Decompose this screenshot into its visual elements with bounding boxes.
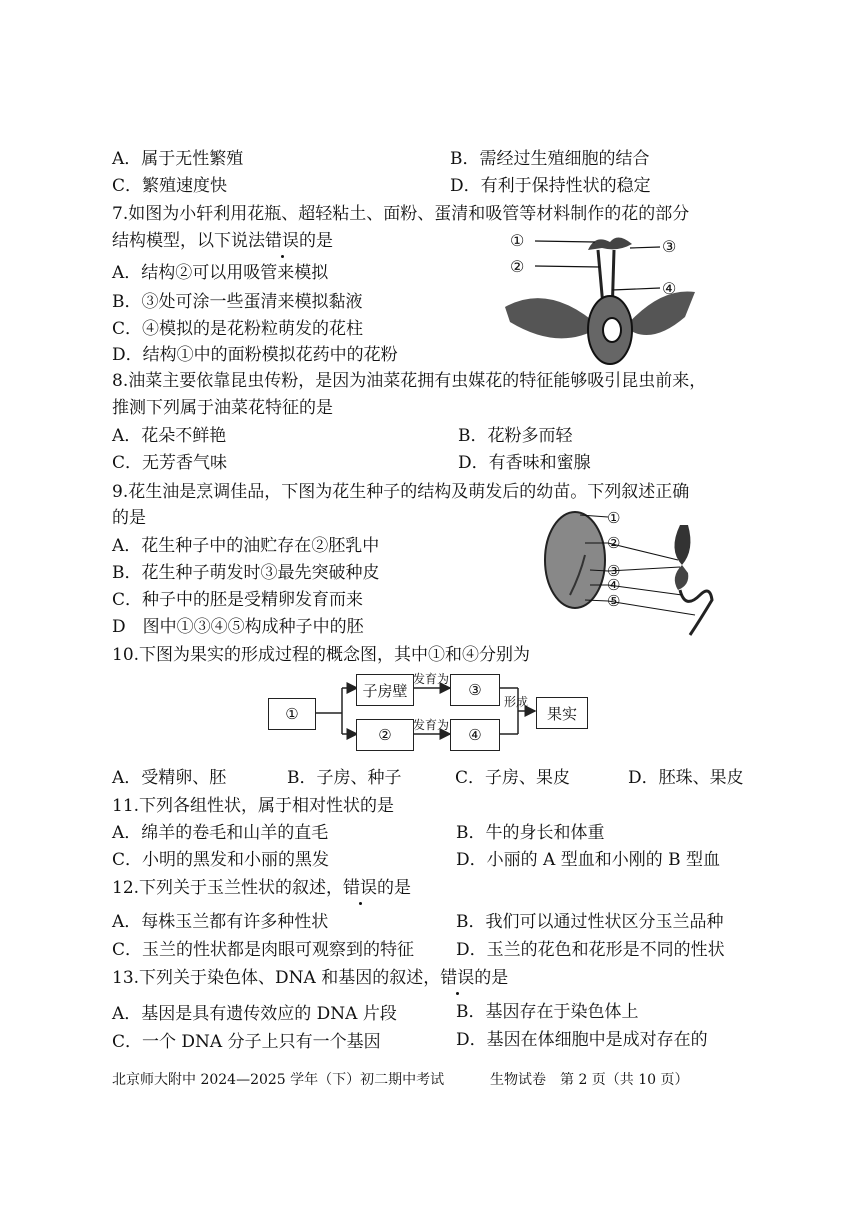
seed-label-1: ① (607, 509, 621, 527)
q13-emphasis: 错误 (440, 968, 475, 988)
seed-label-4: ④ (607, 576, 621, 594)
q12-option-b: B．我们可以通过性状区分玉兰品种 (456, 912, 724, 932)
q11-option-d: D．小丽的 A 型血和小刚的 B 型血 (456, 850, 721, 870)
q8-option-c: C．无芳香气味 (112, 453, 228, 473)
q9-option-d: D 图中①③④⑤构成种子中的胚 (112, 617, 364, 637)
q10-option-c: C．子房、果皮 (455, 768, 571, 788)
flower-label-1: ① (510, 231, 525, 250)
q7-emphasis: 错误 (265, 231, 299, 251)
q9-stem-line2: 的是 (112, 508, 146, 528)
q12-stem: 12.下列关于玉兰性状的叙述，错误的是 (112, 878, 412, 898)
q7-stem-line2: 结构模型，以下说法错误的是 (112, 231, 333, 251)
q7-option-a: A．结构②可以用吸管来模拟 (112, 263, 329, 283)
diagram-box-fruit: 果实 (536, 697, 588, 729)
q6-option-d: D．有利于保持性状的稳定 (450, 176, 651, 196)
diagram-box-1: ① (268, 698, 316, 730)
q9-option-a: A．花生种子中的油贮存在②胚乳中 (112, 536, 380, 556)
diagram-box-3: ③ (450, 674, 500, 706)
ovule (603, 318, 621, 342)
peanut-seed-figure (540, 505, 730, 640)
q8-option-a: A．花朵不鲜艳 (112, 426, 227, 446)
flower-label-2: ② (510, 257, 525, 276)
diagram-box-2: ② (356, 719, 414, 751)
q9-option-b: B．花生种子萌发时③最先突破种皮 (112, 563, 380, 583)
q12-option-d: D．玉兰的花色和花形是不同的性状 (456, 940, 725, 960)
q10-option-b: B．子房、种子 (287, 768, 402, 788)
q12-option-c: C．玉兰的性状都是肉眼可观察到的特征 (112, 940, 415, 960)
footer-exam-title: 北京师大附中 2024—2025 学年（下）初二期中考试 (112, 1072, 445, 1088)
q6-option-a: A．属于无性繁殖 (112, 149, 244, 169)
q13-option-b: B．基因存在于染色体上 (456, 1002, 639, 1022)
q8-stem-line1: 8.油菜主要依靠昆虫传粉，是因为油菜花拥有虫媒花的特征能够吸引昆虫前来， (112, 371, 707, 391)
diagram-box-4: ④ (450, 719, 500, 751)
q6-option-b: B．需经过生殖细胞的结合 (450, 149, 650, 169)
q8-option-d: D．有香味和蜜腺 (458, 453, 591, 473)
flower-label-3: ③ (662, 237, 677, 256)
q8-option-b: B．花粉多而轻 (458, 426, 573, 446)
q7-stem-line1: 7.如图为小轩利用花瓶、超轻粘土、面粉、蛋清和吸管等材料制作的花的部分 (112, 204, 690, 224)
seed-label-3: ③ (607, 562, 621, 580)
q10-stem: 10.下图为果实的形成过程的概念图，其中①和④分别为 (112, 645, 531, 665)
q12-option-a: A．每株玉兰都有许多种性状 (112, 912, 329, 932)
q13-stem: 13.下列关于染色体、DNA 和基因的叙述，错误的是 (112, 968, 509, 988)
q13-option-d: D．基因在体细胞中是成对存在的 (456, 1030, 708, 1050)
seedling-leaves (674, 525, 690, 565)
develops-into-label-2: 发育为 (413, 718, 450, 732)
q11-option-b: B．牛的身长和体重 (456, 823, 605, 843)
forms-label: 形成 (504, 695, 529, 709)
flower-label-4: ④ (662, 279, 677, 298)
q11-stem: 11.下列各组性状，属于相对性状的是 (112, 796, 395, 816)
diagram-box-ovary-wall: 子房壁 (356, 674, 414, 706)
seed (545, 512, 605, 608)
seedling-stem (680, 590, 712, 635)
anther (588, 237, 632, 250)
q13-option-c: C．一个 DNA 分子上只有一个基因 (112, 1032, 381, 1052)
q7-option-c: C．④模拟的是花粉粒萌发的花柱 (112, 319, 364, 339)
q8-stem-line2: 推测下列属于油菜花特征的是 (112, 398, 333, 418)
q11-option-a: A．绵羊的卷毛和山羊的直毛 (112, 823, 329, 843)
q9-stem-line1: 9.花生油是烹调佳品，下图为花生种子的结构及萌发后的幼苗。下列叙述正确 (112, 482, 690, 502)
q6-option-c: C．繁殖速度快 (112, 176, 228, 196)
footer-page-number: 生物试卷 第 2 页（共 10 页） (490, 1072, 689, 1088)
q11-option-c: C．小明的黑发和小丽的黑发 (112, 850, 330, 870)
q13-option-a: A．基因是具有遗传效应的 DNA 片段 (112, 1004, 397, 1024)
q10-option-d: D．胚珠、果皮 (628, 768, 744, 788)
left-petal (505, 298, 600, 338)
seed-label-5: ⑤ (607, 592, 621, 610)
right-petal (625, 291, 695, 335)
seed-label-2: ② (607, 534, 621, 552)
develops-into-label-1: 发育为 (413, 672, 450, 686)
q7-option-d: D．结构①中的面粉模拟花药中的花粉 (112, 345, 398, 365)
q7-option-b: B．③处可涂一些蛋清来模拟黏液 (112, 292, 363, 312)
q9-option-c: C．种子中的胚是受精卵发育而来 (112, 590, 364, 610)
q12-emphasis: 错误 (343, 878, 378, 898)
q10-option-a: A．受精卵、胚 (112, 768, 227, 788)
